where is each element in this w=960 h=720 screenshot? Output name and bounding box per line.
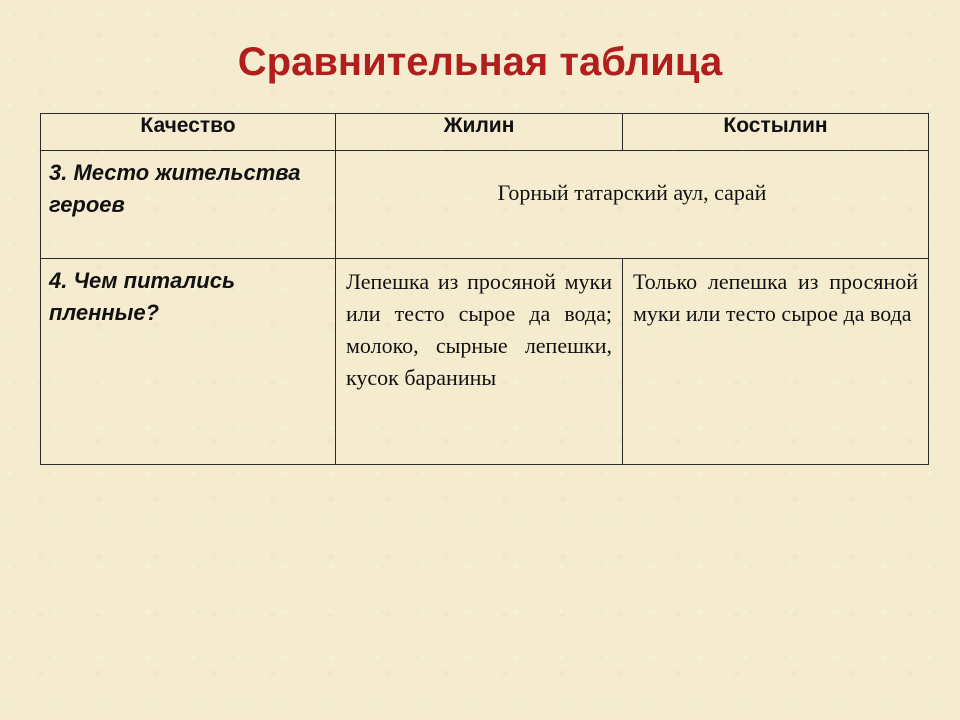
comparison-table bbox=[40, 113, 929, 465]
header-quality: Качество bbox=[41, 114, 336, 151]
header-zhilin: Жилин bbox=[336, 114, 623, 151]
quality-cell-residence: 3. Место жительства героев bbox=[41, 151, 336, 259]
zhilin-answer-food: Лепешка из просяной муки или тесто сырое да вода; молоко, сырные лепешки, кусок баранины bbox=[336, 259, 623, 465]
table-row bbox=[41, 151, 929, 259]
kostylin-answer-food: Только лепешка из просяной муки или тесто сырое да вода bbox=[623, 259, 929, 465]
table-row bbox=[41, 259, 929, 465]
quality-cell-food: 4. Чем питались пленные? bbox=[41, 259, 336, 465]
table-header-row bbox=[41, 114, 929, 151]
header-kostylin: Костылин bbox=[623, 114, 929, 151]
page-title: Сравнительная таблица bbox=[237, 40, 723, 84]
shared-answer-residence: Горный татарский аул, сарай bbox=[336, 151, 929, 259]
